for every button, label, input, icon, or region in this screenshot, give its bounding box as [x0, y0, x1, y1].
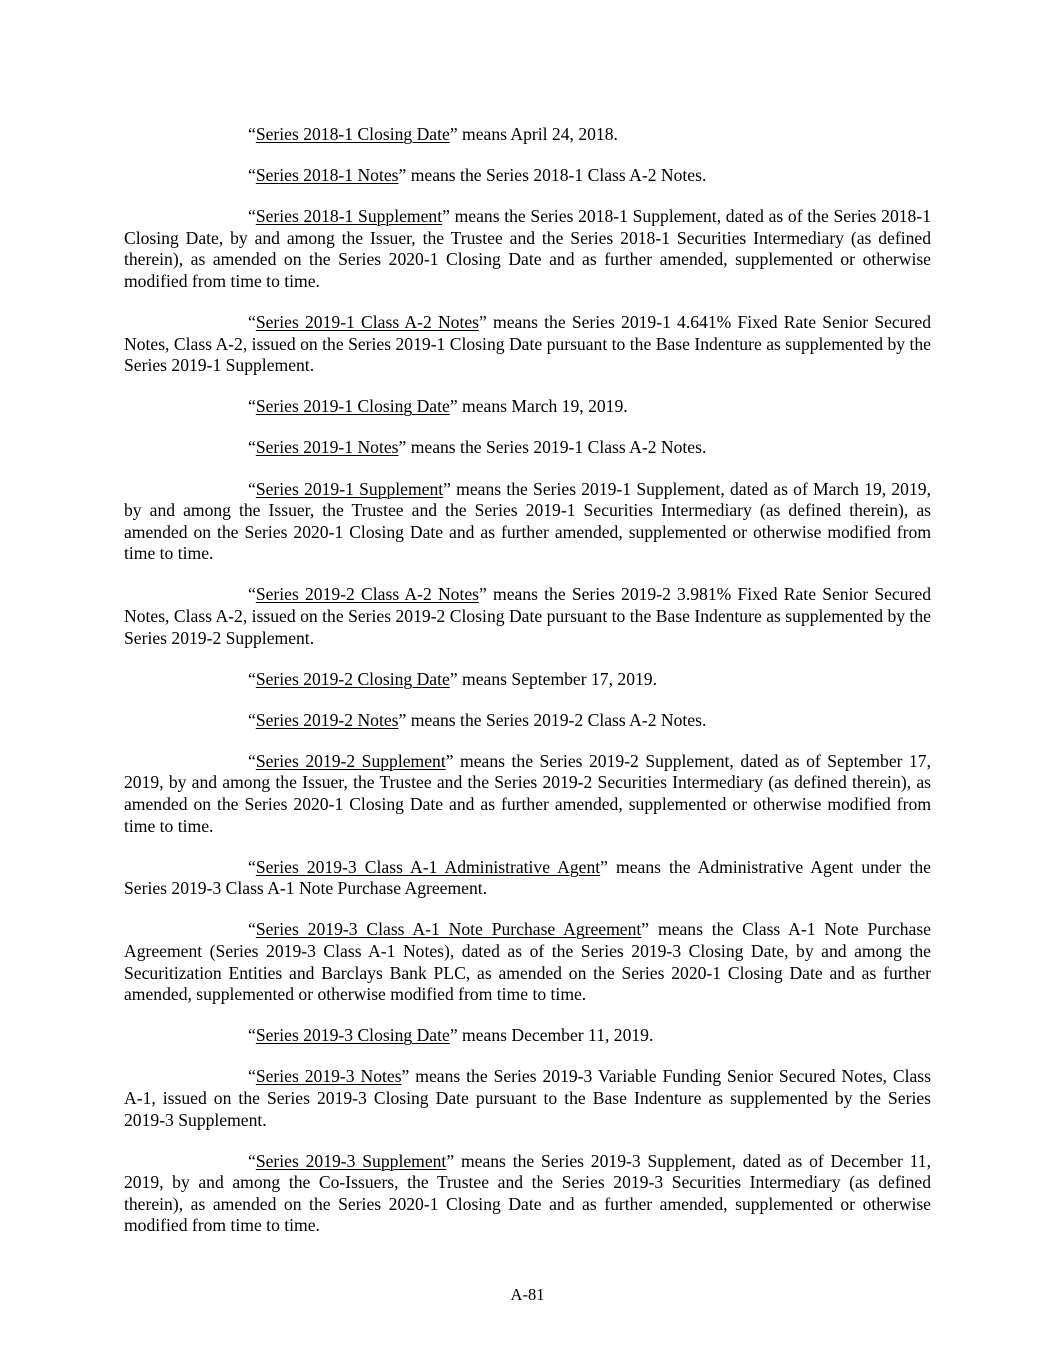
definition-text: ” means the Series 2019-2 3.981% Fixed Rate Senior Secured Notes, Class A-2, issued on the Series 2019-2 Closing Date pursuant to the Base Indenture as supplemented by the Series 2019-2 Supplement.: [124, 584, 931, 648]
defined-term: Series 2019-3 Class A-1 Administrative Agent: [255, 856, 601, 877]
definition-text: ” means the Series 2019-3 Supplement, dated as of December 11, 2019, by and among the Co-Issuers, the Trustee and the Series 2019-3 Securities Intermediary (as defined therein), as amended on the Series 2020-1 Closing Date and as further amended, supplemented or otherwise modified from time to time.: [124, 1150, 931, 1236]
open-quote: “: [248, 206, 256, 227]
defined-term: Series 2019-2 Class A-2 Notes: [255, 584, 479, 605]
definition-text: ” means September 17, 2019.: [449, 668, 657, 689]
open-quote: “: [248, 1066, 256, 1087]
open-quote: “: [248, 1025, 256, 1046]
definition-series-2019-1-notes: [124, 437, 931, 459]
open-quote: “: [248, 584, 256, 605]
document-body: [124, 124, 931, 1257]
definition-series-2018-1-notes: [124, 165, 931, 187]
definition-text: ” means the Series 2018-1 Supplement, dated as of the Series 2018-1 Closing Date, by and among the Issuer, the Trustee and the Series 2018-1 Securities Intermediary (as defined therein), as amended on the Series 2020-1 Closing Date and as further amended, supplemented or otherwise modified from time to time.: [124, 206, 931, 291]
open-quote: “: [248, 668, 256, 689]
defined-term: Series 2019-1 Closing Date: [255, 396, 450, 417]
definition-text: ” means the Series 2019-2 Supplement, dated as of September 17, 2019, by and among the Issuer, the Trustee and the Series 2019-2 Securities Intermediary (as defined therein), as amended on the Series 2020-1 Closing Date and as further amended, supplemented or otherwise modified from time to time.: [124, 750, 931, 836]
open-quote: “: [248, 1150, 256, 1171]
defined-term: Series 2019-1 Supplement: [255, 478, 444, 499]
defined-term: Series 2019-2 Supplement: [255, 750, 446, 771]
definition-text: ” means the Series 2018-1 Class A-2 Notes.: [398, 165, 707, 186]
defined-term: Series 2019-1 Class A-2 Notes: [255, 312, 479, 333]
defined-term: Series 2019-3 Notes: [255, 1066, 402, 1087]
definition-text: ” means the Class A-1 Note Purchase Agreement (Series 2019-3 Class A-1 Notes), dated as of the Series 2019-3 Closing Date, by and among the Securitization Entities and Barclays Bank PLC, as amended on the Series 2020-1 Closing Date and as further amended, supplemented or otherwise modified from time to time.: [124, 919, 931, 1005]
definition-series-2018-1-closing-date: [124, 124, 931, 146]
defined-term: Series 2018-1 Notes: [255, 165, 399, 186]
definition-series-2019-3-class-a-1-administrative-agent: [124, 857, 931, 900]
definition-text: ” means the Series 2019-1 4.641% Fixed Rate Senior Secured Notes, Class A-2, issued on the Series 2019-1 Closing Date pursuant to the Base Indenture as supplemented by the Series 2019-1 Supplement.: [124, 312, 931, 376]
open-quote: “: [248, 124, 256, 144]
definition-text: ” means the Series 2019-2 Class A-2 Notes.: [398, 709, 707, 730]
open-quote: “: [248, 165, 256, 186]
page-number: A-81: [510, 1285, 545, 1304]
defined-term: Series 2019-3 Closing Date: [255, 1025, 450, 1046]
definition-text: ” means December 11, 2019.: [449, 1025, 654, 1046]
definition-series-2019-2-notes: [124, 710, 931, 732]
open-quote: “: [248, 709, 256, 730]
definition-series-2019-1-closing-date: [124, 396, 931, 418]
definition-series-2019-3-notes: [124, 1066, 931, 1131]
definition-text: ” means the Administrative Agent under the Series 2019-3 Class A-1 Note Purchase Agreement.: [124, 856, 931, 899]
open-quote: “: [248, 478, 256, 499]
definition-text: ” means April 24, 2018.: [449, 124, 618, 144]
definition-series-2019-3-closing-date: [124, 1025, 931, 1047]
defined-term: Series 2019-2 Notes: [255, 709, 399, 730]
open-quote: “: [248, 312, 256, 333]
open-quote: “: [248, 396, 256, 417]
defined-term: Series 2018-1 Closing Date: [255, 124, 450, 144]
defined-term: Series 2019-3 Class A-1 Note Purchase Agreement: [255, 919, 642, 940]
definition-series-2019-2-class-a-2-notes: [124, 584, 931, 649]
definition-series-2019-1-class-a-2-notes: [124, 312, 931, 377]
definition-text: ” means the Series 2019-1 Class A-2 Notes.: [398, 437, 707, 458]
defined-term: Series 2019-3 Supplement: [255, 1150, 447, 1171]
defined-term: Series 2019-1 Notes: [255, 437, 399, 458]
defined-term: Series 2018-1 Supplement: [255, 206, 443, 227]
definition-series-2019-3-supplement: [124, 1151, 931, 1237]
open-quote: “: [248, 919, 256, 940]
definition-text: ” means the Series 2019-1 Supplement, dated as of March 19, 2019, by and among the Issuer, the Trustee and the Series 2019-1 Securities Intermediary (as defined therein), as amended on the Series 2020-1 Closing Date and as further amended, supplemented or otherwise modified from time to time.: [124, 478, 931, 564]
definition-text: ” means March 19, 2019.: [449, 396, 628, 417]
defined-term: Series 2019-2 Closing Date: [255, 668, 450, 689]
definition-text: ” means the Series 2019-3 Variable Funding Senior Secured Notes, Class A-1, issued on the Series 2019-3 Closing Date pursuant to the Base Indenture as supplemented by the Series 2019-3 Supplement.: [124, 1066, 931, 1130]
open-quote: “: [248, 750, 256, 771]
definition-series-2019-2-supplement: [124, 751, 931, 837]
definition-series-2019-1-supplement: [124, 479, 931, 565]
definition-series-2018-1-supplement: [124, 206, 931, 292]
definition-series-2019-2-closing-date: [124, 669, 931, 691]
definition-series-2019-3-class-a-1-note-purchase-agreement: [124, 919, 931, 1005]
open-quote: “: [248, 437, 256, 458]
open-quote: “: [248, 856, 256, 877]
